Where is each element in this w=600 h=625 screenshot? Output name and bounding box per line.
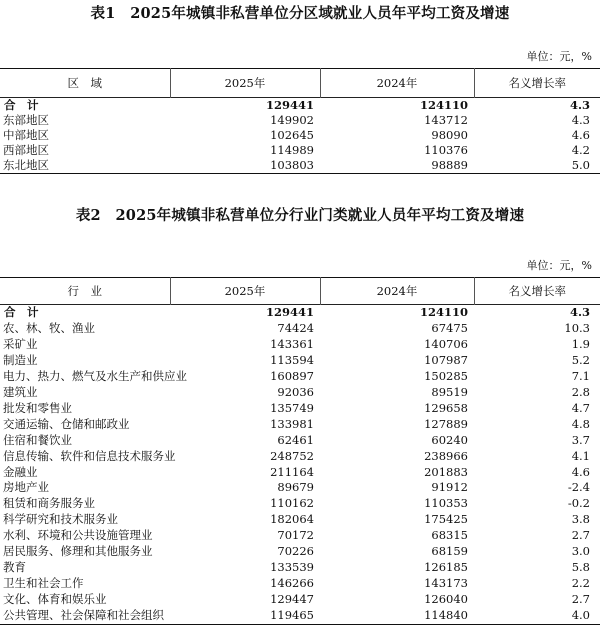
value-2024: 127889: [424, 416, 468, 431]
row-name: 建筑业: [3, 384, 38, 399]
table1-header-2025: 2025年: [170, 69, 320, 98]
table-row: [0, 496, 600, 512]
row-name: 公共管理、社会保障和社会组织: [3, 608, 164, 623]
row-name: 科学研究和技术服务业: [3, 512, 118, 527]
row-name: 交通运输、仓储和邮政业: [3, 416, 130, 431]
row-name: 住宿和餐饮业: [3, 432, 72, 447]
row-name: 租赁和商务服务业: [3, 496, 95, 511]
growth-rate: 2.7: [571, 592, 590, 607]
table1-unit: 单位：元，%: [526, 50, 592, 63]
row-name: 东部地区: [3, 113, 49, 127]
growth-rate: 2.7: [571, 528, 590, 543]
table-row: [0, 449, 600, 465]
growth-rate: 4.1: [571, 448, 590, 463]
value-2025: 102645: [270, 128, 314, 142]
value-2025: 248752: [270, 448, 314, 463]
growth-rate: 4.6: [571, 128, 590, 142]
table-row: [0, 337, 600, 353]
table-row: [0, 417, 600, 433]
value-2025: 133539: [270, 560, 314, 575]
table-row: [0, 128, 600, 143]
growth-rate: 4.7: [571, 400, 590, 415]
table1: [0, 68, 600, 174]
table-row: [0, 560, 600, 576]
row-name: 房地产业: [3, 480, 49, 495]
value-2024: 201883: [424, 464, 468, 479]
table1-header-region: 区 域: [67, 76, 102, 90]
growth-rate: 3.8: [571, 512, 590, 527]
value-2024: 114840: [424, 608, 468, 623]
table1-header: [0, 69, 600, 98]
value-2025: 114989: [270, 143, 314, 157]
growth-rate: 4.3: [571, 113, 590, 127]
table-row: [0, 401, 600, 417]
value-2025: 129441: [265, 98, 314, 112]
value-2024: 143173: [424, 576, 468, 591]
value-2024: 98889: [431, 158, 468, 172]
table-row: [0, 465, 600, 481]
growth-rate: 3.0: [571, 544, 590, 559]
table-row: [0, 576, 600, 592]
row-name: 金融业: [3, 464, 38, 479]
table1-header-2024: 2024年: [320, 69, 474, 98]
row-name: 东北地区: [3, 158, 49, 172]
value-2025: 70172: [277, 528, 314, 543]
growth-rate: 4.6: [571, 464, 590, 479]
value-2025: 149902: [270, 113, 314, 127]
table-row: [0, 113, 600, 128]
value-2024: 175425: [424, 512, 468, 527]
growth-rate: 4.0: [571, 608, 590, 623]
value-2025: 70226: [277, 544, 314, 559]
row-name: 批发和零售业: [3, 400, 72, 415]
table-row: [0, 608, 600, 624]
growth-rate: 2.8: [571, 384, 590, 399]
growth-rate: 10.3: [564, 320, 590, 335]
row-name: 合 计: [4, 305, 39, 319]
row-name: 文化、体育和娱乐业: [3, 592, 107, 607]
value-2024: 238966: [424, 448, 468, 463]
table-row: [0, 143, 600, 158]
table-row: [0, 433, 600, 449]
row-name: 电力、热力、燃气及水生产和供应业: [3, 368, 187, 383]
value-2024: 124110: [419, 305, 468, 319]
growth-rate: 5.2: [571, 352, 590, 367]
value-2024: 60240: [431, 432, 468, 447]
row-name: 信息传输、软件和信息技术服务业: [3, 448, 176, 463]
value-2025: 135749: [270, 400, 314, 415]
table2-unit: 单位：元，%: [526, 259, 592, 272]
row-name: 居民服务、修理和其他服务业: [3, 544, 153, 559]
value-2025: 146266: [270, 576, 314, 591]
value-2025: 113594: [270, 352, 314, 367]
value-2025: 143361: [270, 336, 314, 351]
table-row: [0, 512, 600, 528]
value-2025: 92036: [277, 384, 314, 399]
growth-rate: 3.7: [571, 432, 590, 447]
value-2024: 67475: [431, 320, 468, 335]
table-row: [0, 544, 600, 560]
value-2025: 119465: [270, 608, 314, 623]
value-2024: 150285: [424, 368, 468, 383]
value-2025: 160897: [270, 368, 314, 383]
table2-body: [0, 305, 600, 625]
growth-rate: 7.1: [571, 368, 590, 383]
value-2025: 182064: [270, 512, 314, 527]
table1-header-growth: 名义增长率: [474, 69, 600, 98]
table2-header-industry: 行 业: [67, 284, 102, 298]
row-name: 农、林、牧、渔业: [3, 320, 95, 335]
table-row: [0, 369, 600, 385]
value-2025: 74424: [277, 320, 314, 335]
table2-header-growth: 名义增长率: [474, 278, 600, 305]
growth-rate: 1.9: [571, 336, 590, 351]
value-2024: 107987: [424, 352, 468, 367]
row-name: 教育: [3, 560, 26, 575]
table2-header: [0, 278, 600, 305]
growth-rate: 4.8: [571, 416, 590, 431]
value-2024: 110353: [424, 496, 468, 511]
row-name: 合 计: [4, 98, 39, 112]
growth-rate: 5.8: [571, 560, 590, 575]
row-name: 采矿业: [3, 336, 38, 351]
value-2024: 124110: [419, 98, 468, 112]
value-2024: 89519: [431, 384, 468, 399]
growth-rate: -2.4: [567, 480, 590, 495]
table2-total-row: [0, 305, 600, 321]
row-name: 水利、环境和公共设施管理业: [3, 528, 153, 543]
value-2024: 140706: [424, 336, 468, 351]
table-row: [0, 480, 600, 496]
table2-header-2025: 2025年: [170, 278, 320, 305]
table-row: [0, 158, 600, 174]
value-2025: 110162: [270, 496, 314, 511]
growth-rate: 2.2: [571, 576, 590, 591]
value-2024: 143712: [424, 113, 468, 127]
value-2024: 98090: [431, 128, 468, 142]
table-row: [0, 592, 600, 608]
value-2025: 62461: [277, 432, 314, 447]
value-2025: 129447: [270, 592, 314, 607]
table-row: [0, 528, 600, 544]
row-name: 中部地区: [3, 128, 49, 142]
value-2025: 129441: [265, 305, 314, 319]
table1-title: 表1 2025年城镇非私营单位分区域就业人员年平均工资及增速: [90, 5, 510, 22]
value-2024: 126185: [424, 560, 468, 575]
row-name: 西部地区: [3, 143, 49, 157]
row-name: 卫生和社会工作: [3, 576, 84, 591]
value-2024: 110376: [424, 143, 468, 157]
table-row: [0, 385, 600, 401]
growth-rate: 4.3: [569, 305, 590, 319]
table1-body: [0, 98, 600, 174]
growth-rate: 4.3: [569, 98, 590, 112]
value-2024: 68315: [431, 528, 468, 543]
table2-header-2024: 2024年: [320, 278, 474, 305]
table1-total-row: [0, 98, 600, 114]
growth-rate: -0.2: [567, 496, 590, 511]
value-2024: 91912: [431, 480, 468, 495]
table2: [0, 277, 600, 625]
row-name: 制造业: [3, 352, 38, 367]
value-2025: 133981: [270, 416, 314, 431]
table2-title: 表2 2025年城镇非私营单位分行业门类就业人员年平均工资及增速: [75, 207, 525, 224]
value-2025: 211164: [270, 464, 314, 479]
value-2024: 126040: [424, 592, 468, 607]
value-2024: 68159: [431, 544, 468, 559]
table-row: [0, 321, 600, 337]
growth-rate: 5.0: [571, 158, 590, 172]
value-2025: 89679: [277, 480, 314, 495]
value-2024: 129658: [424, 400, 468, 415]
table-row: [0, 353, 600, 369]
value-2025: 103803: [270, 158, 314, 172]
growth-rate: 4.2: [571, 143, 590, 157]
